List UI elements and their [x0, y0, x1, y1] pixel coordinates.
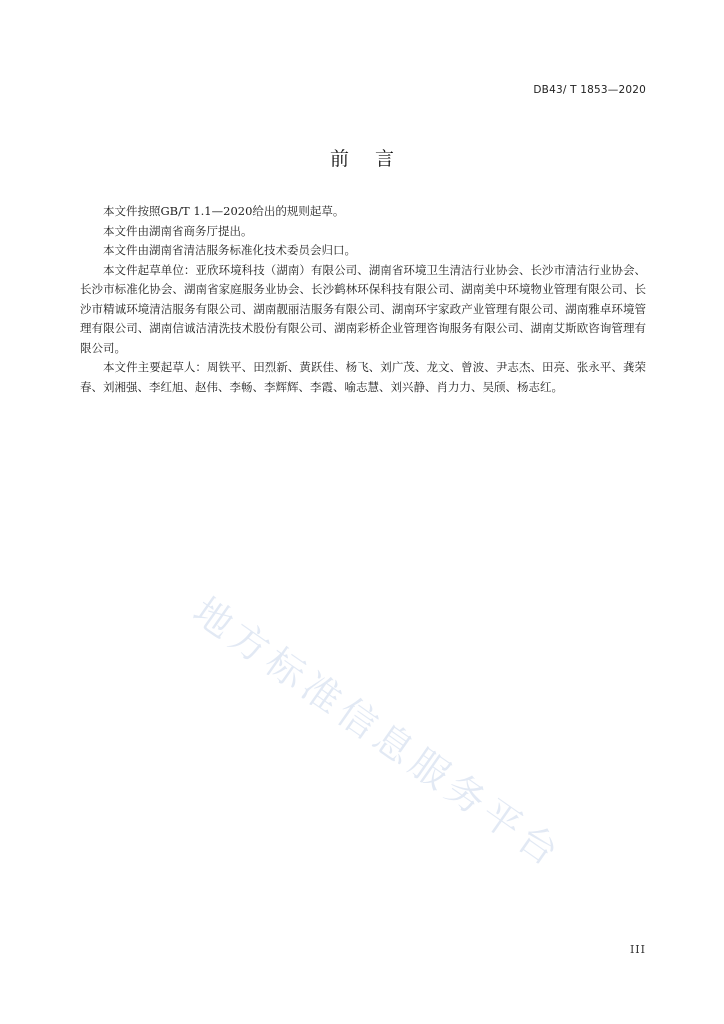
paragraph-main-drafters: 本文件主要起草人：周铁平、田烈新、黄跃佳、杨飞、刘广茂、龙文、曾波、尹志杰、田亮、张永平、龚荣春、刘湘强、李红旭、赵伟、李畅、李辉辉、李霞、喻志慧、刘兴静、肖力力、吴颀、杨志红。: [80, 360, 646, 394]
watermark-text: 地方标准信息服务平台: [185, 588, 571, 878]
page-title: 前言: [329, 148, 420, 170]
paragraph-proposer: 本文件由湖南省商务厅提出。: [103, 223, 253, 238]
paragraph-administrator: 本文件由湖南省清洁服务标准化技术委员会归口。: [103, 243, 356, 257]
paragraph-drafting-rules: 本文件按照GB/T 1.1—2020给出的规则起草。: [103, 204, 345, 218]
document-code: DB43/ T 1853—2020: [533, 84, 646, 96]
foreword-body: [80, 202, 646, 397]
page-number: III: [629, 943, 646, 956]
paragraph-drafting-units: 本文件起草单位：亚欣环境科技（湖南）有限公司、湖南省环境卫生清洁行业协会、长沙市清洁行业协会、长沙市标准化协会、湖南省家庭服务业协会、长沙鹤林环保科技有限公司、湖南美中环境物业管理有限公司、长沙市精诚环境清洁服务有限公司、湖南靓丽洁服务有限公司、湖南环宇家政产业管理有限公司、湖南雅卓环境管理有限公司、湖南信诚洁清洗技术股份有限公司、湖南彩桥企业管理咨询服务有限公司、湖南艾斯欧咨询管理有限公司。: [80, 262, 646, 355]
